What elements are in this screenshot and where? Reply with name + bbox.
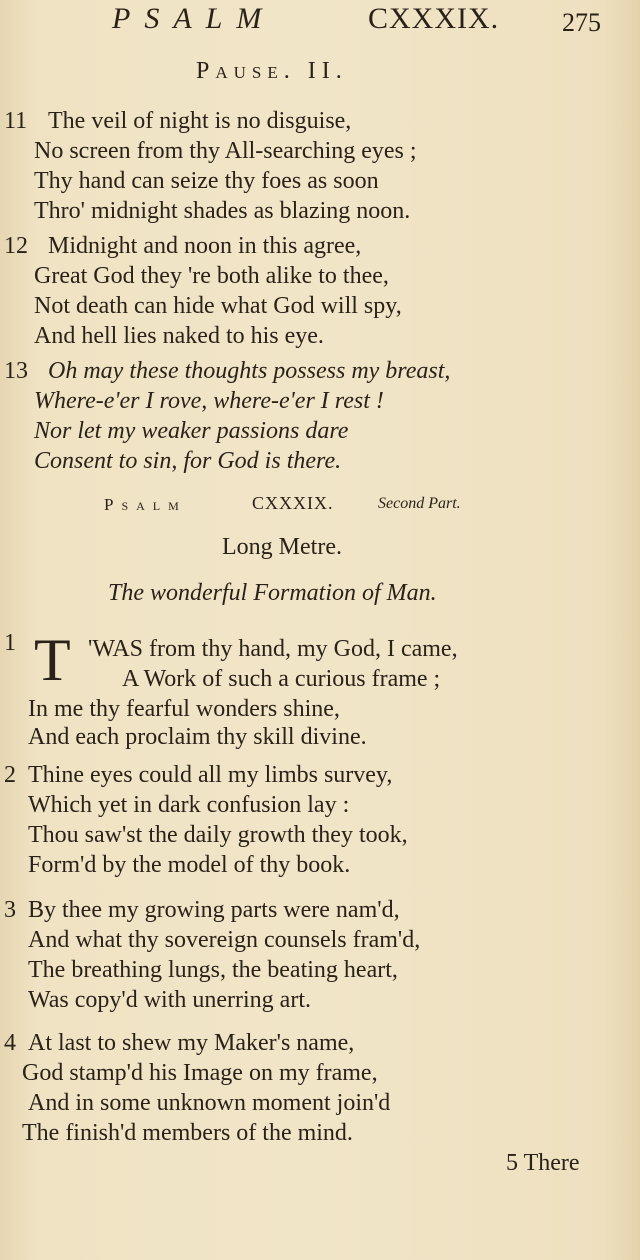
verse-line: Nor let my weaker passions dare bbox=[34, 418, 349, 444]
stanza-number: 3 bbox=[4, 897, 16, 923]
metre-heading: Long Metre. bbox=[222, 534, 342, 560]
verse-line: And each proclaim thy skill divine. bbox=[28, 724, 367, 750]
section-heading-number: CXXXIX. bbox=[252, 493, 334, 513]
verse-line: Great God they 're both alike to thee, bbox=[34, 263, 389, 289]
verse-line: At last to shew my Maker's name, bbox=[28, 1030, 355, 1056]
verse-line: 'WAS from thy hand, my God, I came, bbox=[88, 636, 458, 662]
verse-line: Which yet in dark confusion lay : bbox=[28, 792, 350, 818]
subject-heading: The wonderful Formation of Man. bbox=[108, 580, 437, 606]
verse-line: A Work of such a curious frame ; bbox=[122, 666, 441, 692]
verse-line: The breathing lungs, the beating heart, bbox=[28, 957, 398, 983]
verse-line: By thee my growing parts were nam'd, bbox=[28, 897, 400, 923]
verse-line: God stamp'd his Image on my frame, bbox=[22, 1060, 378, 1086]
verse-line: Thou saw'st the daily growth they took, bbox=[28, 822, 408, 848]
page-number: 275 bbox=[562, 8, 601, 37]
section-heading-part: Second Part. bbox=[378, 495, 461, 512]
verse-line: Where-e'er I rove, where-e'er I rest ! bbox=[34, 388, 384, 414]
verse-line: Consent to sin, for God is there. bbox=[34, 448, 342, 474]
verse-line: Midnight and noon in this agree, bbox=[48, 233, 362, 259]
stanza-number: 11 bbox=[4, 108, 28, 134]
verse-line: In me thy fearful wonders shine, bbox=[28, 696, 340, 722]
verse-line: Thro' midnight shades as blazing noon. bbox=[34, 198, 411, 224]
verse-line: And hell lies naked to his eye. bbox=[34, 323, 324, 349]
verse-line: And in some unknown moment join'd bbox=[28, 1090, 391, 1116]
stanza-number: 2 bbox=[4, 762, 16, 788]
stanza-number: 4 bbox=[4, 1030, 16, 1056]
verse-line: The finish'd members of the mind. bbox=[22, 1120, 353, 1146]
verse-line: Thine eyes could all my limbs survey, bbox=[28, 762, 393, 788]
stanza-number: 13 bbox=[4, 358, 28, 384]
verse-line: And what thy sovereign counsels fram'd, bbox=[28, 927, 421, 953]
verse-line: Oh may these thoughts possess my breast, bbox=[48, 358, 451, 384]
verse-line: No screen from thy All-searching eyes ; bbox=[34, 138, 417, 164]
drop-cap: T bbox=[34, 627, 71, 693]
pause-heading: Pause. II. bbox=[196, 58, 348, 84]
section-heading-psalm: Psalm bbox=[104, 495, 187, 514]
verse-line: The veil of night is no disguise, bbox=[48, 108, 352, 134]
catchword: 5 There bbox=[506, 1150, 580, 1176]
running-head-title: PSALM bbox=[112, 2, 276, 35]
stanza-number: 1 bbox=[4, 630, 16, 656]
stanza-number: 12 bbox=[4, 233, 28, 259]
verse-line: Thy hand can seize thy foes as soon bbox=[34, 168, 379, 194]
running-head-number: CXXXIX. bbox=[368, 2, 500, 35]
verse-line: Was copy'd with unerring art. bbox=[28, 987, 311, 1013]
verse-line: Not death can hide what God will spy, bbox=[34, 293, 402, 319]
verse-line: Form'd by the model of thy book. bbox=[28, 852, 351, 878]
